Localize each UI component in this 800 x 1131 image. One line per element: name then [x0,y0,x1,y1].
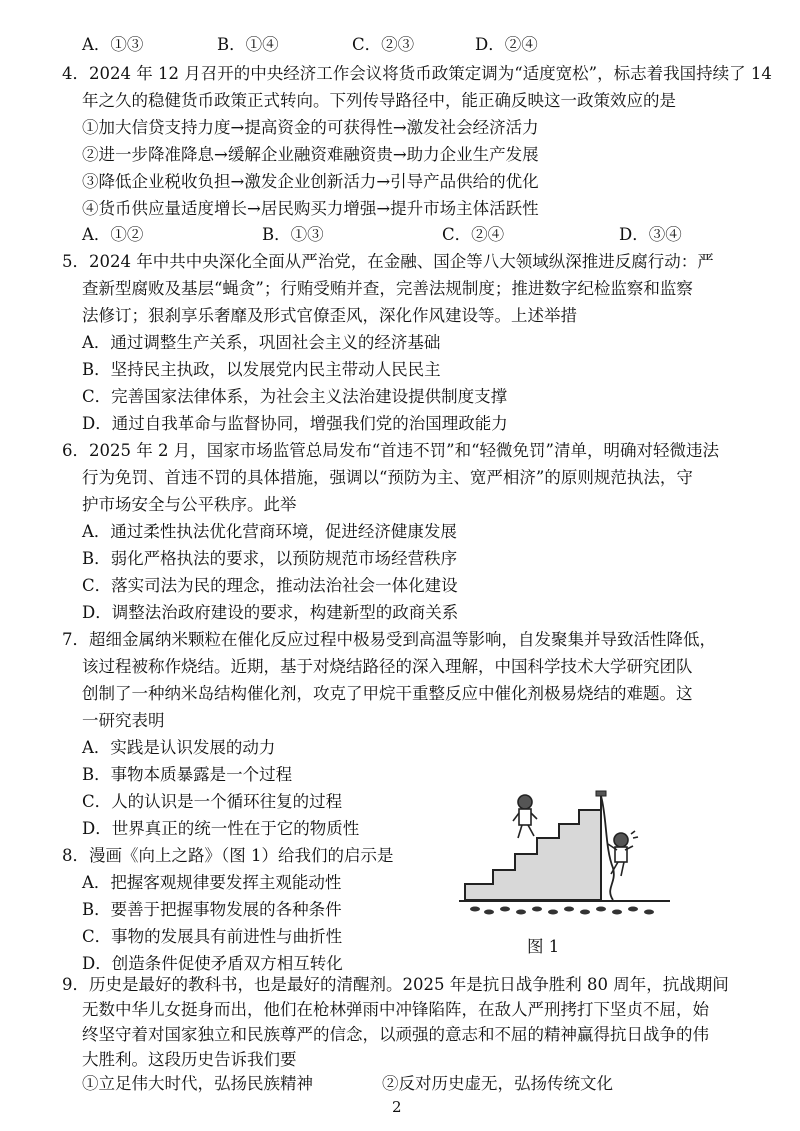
rope [601,796,614,900]
q8-stem: 8．漫画《向上之路》（图 1）给我们的启示是 [62,846,394,865]
q5-stem-line-2: 查新型腐败及基层“蝇贪”；行贿受贿并查，完善法规制度；推进数字纪检监察和监察 [82,279,693,298]
q9-stem-line-2: 无数中华儿女挺身而出，他们在枪林弹雨中冲锋陷阵，在敌人严刑拷打下坚贞不屈，始 [82,1000,709,1019]
q7-stem-line-4: 一研究表明 [82,711,165,730]
q9-item-2: ②反对历史虚无，弘扬传统文化 [382,1074,613,1093]
cartoon-figure [455,788,685,928]
q8-option-d: D．创造条件促使矛盾双方相互转化 [82,954,343,973]
q7-stem-line-1: 7．超细金属纳米颗粒在催化反应过程中极易受到高温等影响，自发聚集并导致活性降低， [62,630,716,649]
q6-option-a: A．通过柔性执法优化营商环境，促进经济健康发展 [82,522,457,541]
q5-option-c: C．完善国家法律体系，为社会主义法治建设提供制度支撑 [82,387,508,406]
option-b: B．①③ [262,225,324,244]
option-c: C．②④ [442,225,505,244]
option-d: D．③④ [619,225,682,244]
staircase-shape [465,810,601,900]
q7-option-a: A．实践是认识发展的动力 [82,738,276,757]
q7-option-c: C．人的认识是一个循环往复的过程 [82,792,343,811]
q6-stem-line-1: 6．2025 年 2 月，国家市场监管总局发布“首违不罚”和“轻微免罚”清单，明确对轻微违法 [62,441,719,460]
q4-item-1: ①加大信贷支持力度→提高资金的可获得性→激发社会经济活力 [82,118,539,137]
q9-stem-line-1: 9．历史是最好的教科书，也是最好的清醒剂。2025 年是抗日战争胜利 80 周年，抗战期间 [62,975,729,994]
q5-stem-line-1: 5．2024 年中共中央深化全面从严治党，在金融、国企等八大领域纵深推进反腐行动：严 [62,252,714,271]
option-a: A．①③ [82,35,144,54]
option-b: B．①④ [217,35,279,54]
q8-option-b: B．要善于把握事物发展的各种条件 [82,900,342,919]
q4-stem-line-1: 4．2024 年 12 月召开的中央经济工作会议将货币政策定调为“适度宽松”，标志着我国持续了 14 [62,64,772,83]
q7-option-d: D．世界真正的统一性在于它的物质性 [82,819,360,838]
q5-option-b: B．坚持民主执政，以发展党内民主带动人民民主 [82,360,441,379]
figure-caption: 图 1 [527,937,560,956]
q7-option-b: B．事物本质暴露是一个过程 [82,765,293,784]
q6-stem-line-2: 行为免罚、首违不罚的具体措施，强调以“预防为主、宽严相济”的原则规范执法，守 [82,468,693,487]
stair-climber [513,795,537,838]
q4-item-4: ④货币供应量适度增长→居民购买力增强→提升市场主体活跃性 [82,199,539,218]
q5-stem-line-3: 法修订；狠刹享乐奢靡及形式官僚歪风，深化作风建设等。上述举措 [82,306,577,325]
staircase-cartoon-icon [455,788,685,928]
q7-stem-line-2: 该过程被称作烧结。近期，基于对烧结路径的深入理解，中国科学技术大学研究团队 [82,657,693,676]
q9-stem-line-3: 终坚守着对国家独立和民族尊严的信念，以顽强的意志和不屈的精神赢得抗日战争的伟 [82,1025,709,1044]
q4-item-2: ②进一步降准降息→缓解企业融资难融资贵→助力企业生产发展 [82,145,539,164]
q6-option-b: B．弱化严格执法的要求，以预防规范市场经营秩序 [82,549,458,568]
page-number: 2 [392,1098,402,1116]
q6-option-d: D．调整法治政府建设的要求，构建新型的政商关系 [82,603,459,622]
q5-option-d: D．通过自我革命与监督协同，增强我们党的治国理政能力 [82,414,508,433]
q9-item-1: ①立足伟大时代，弘扬民族精神 [82,1074,313,1093]
q8-option-a: A．把握客观规律要发挥主观能动性 [82,873,342,892]
q6-option-c: C．落实司法为民的理念，推动法治社会一体化建设 [82,576,458,595]
footprints [470,907,654,915]
q5-option-a: A．通过调整生产关系，巩固社会主义的经济基础 [82,333,441,352]
option-a: A．①② [82,225,144,244]
q9-stem-line-4: 大胜利。这段历史告诉我们要 [82,1050,297,1069]
q4-stem-line-2: 年之久的稳健货币政策正式转向。下列传导路径中，能正确反映这一政策效应的是 [82,91,676,110]
option-d: D．②④ [475,35,538,54]
q7-stem-line-3: 创制了一种纳米岛结构催化剂，攻克了甲烷干重整反应中催化剂极易烧结的难题。这 [82,684,693,703]
option-c: C．②③ [352,35,415,54]
q4-item-3: ③降低企业税收负担→激发企业创新活力→引导产品供给的优化 [82,172,539,191]
q8-option-c: C．事物的发展具有前进性与曲折性 [82,927,343,946]
q6-stem-line-3: 护市场安全与公平秩序。此举 [82,495,297,514]
